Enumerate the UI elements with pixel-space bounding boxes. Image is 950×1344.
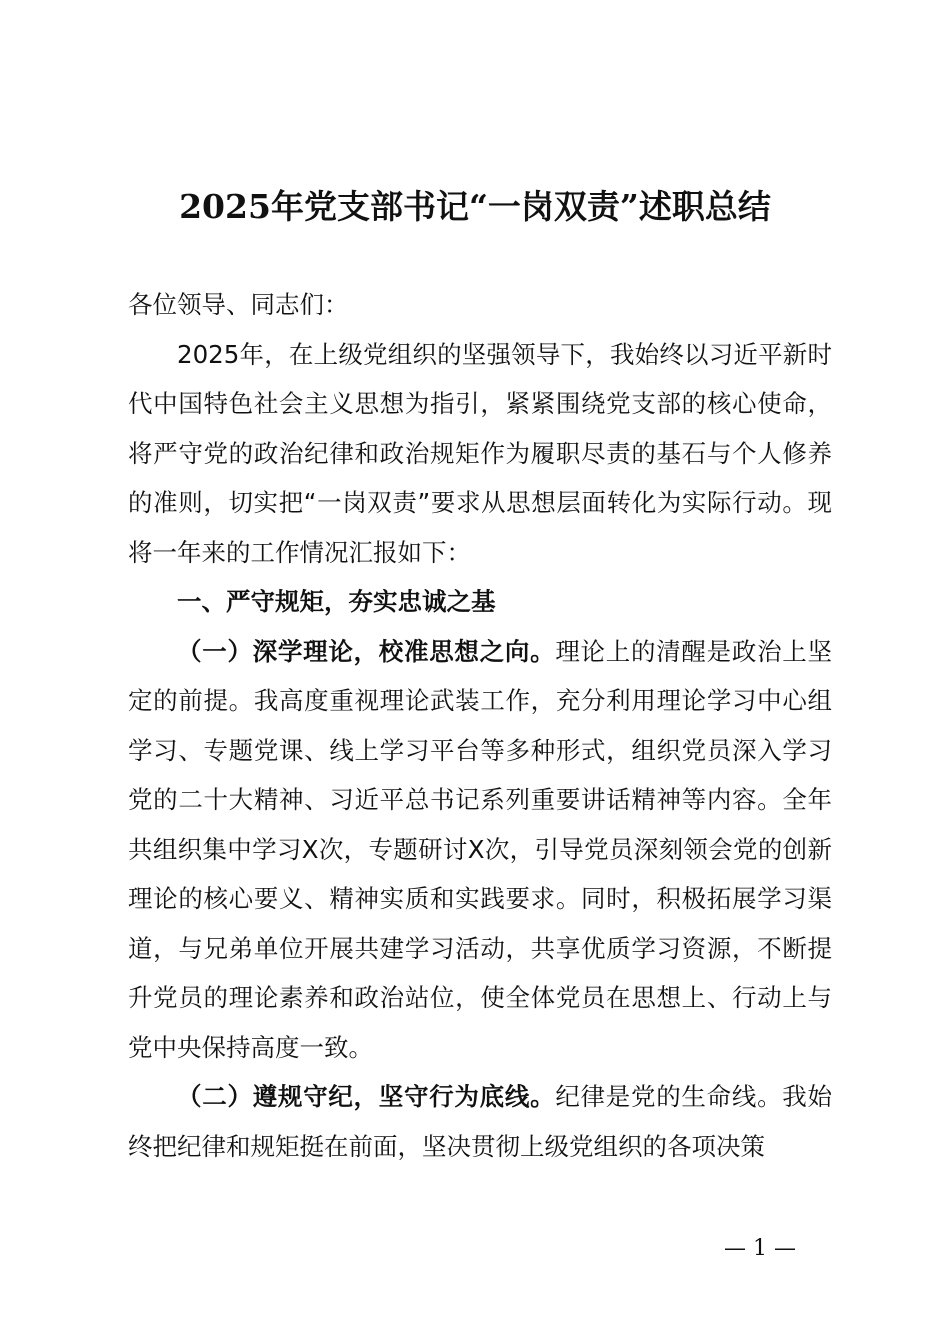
subsection-text-1: 理论上的清醒是政治上坚定的前提。我高度重视理论武装工作，充分利用理论学习中心组学习、专题党课、线上学习平台等多种形式，组织党员深入学习党的二十大精神、习近平总书记系列重要讲话精神等内容。全年共组织集中学习X次，专题研讨X次，引导党员深刻领会党的创新理论的核心要义、精神实质和实践要求。同时，积极拓展学习渠道，与兄弟单位开展共建学习活动，共享优质学习资源，不断提升党员的理论素养和政治站位，使全体党员在思想上、行动上与党中央保持高度一致。	[128, 636, 833, 1062]
subsection-paragraph-1	[128, 627, 832, 1073]
salutation: 各位领导、同志们：	[128, 290, 349, 319]
subsection-text-2: 纪律是党的生命线。我始终把纪律和规矩挺在前面，坚决贯彻上级党组织的各项决策	[128, 1082, 833, 1161]
subsection-paragraph-2	[128, 1072, 832, 1171]
document-body	[128, 280, 832, 1171]
subsection-lead-2: （二）遵规守纪，坚守行为底线。	[177, 1082, 556, 1111]
document-title: 2025年党支部书记“一岗双责”述职总结	[179, 187, 771, 226]
page-number: — 1 —	[724, 1236, 796, 1261]
intro-paragraph: 2025年，在上级党组织的坚强领导下，我始终以习近平新时代中国特色社会主义思想为指引，紧紧围绕党支部的核心使命，将严守党的政治纪律和政治规矩作为履职尽责的基石与个人修养的准则，切实把“一岗双责”要求从思想层面转化为实际行动。现将一年来的工作情况汇报如下：	[128, 339, 832, 567]
subsection-lead-1: （一）深学理论，校准思想之向。	[177, 636, 556, 666]
section-heading: 一、严守规矩，夯实忠诚之基	[177, 587, 496, 616]
